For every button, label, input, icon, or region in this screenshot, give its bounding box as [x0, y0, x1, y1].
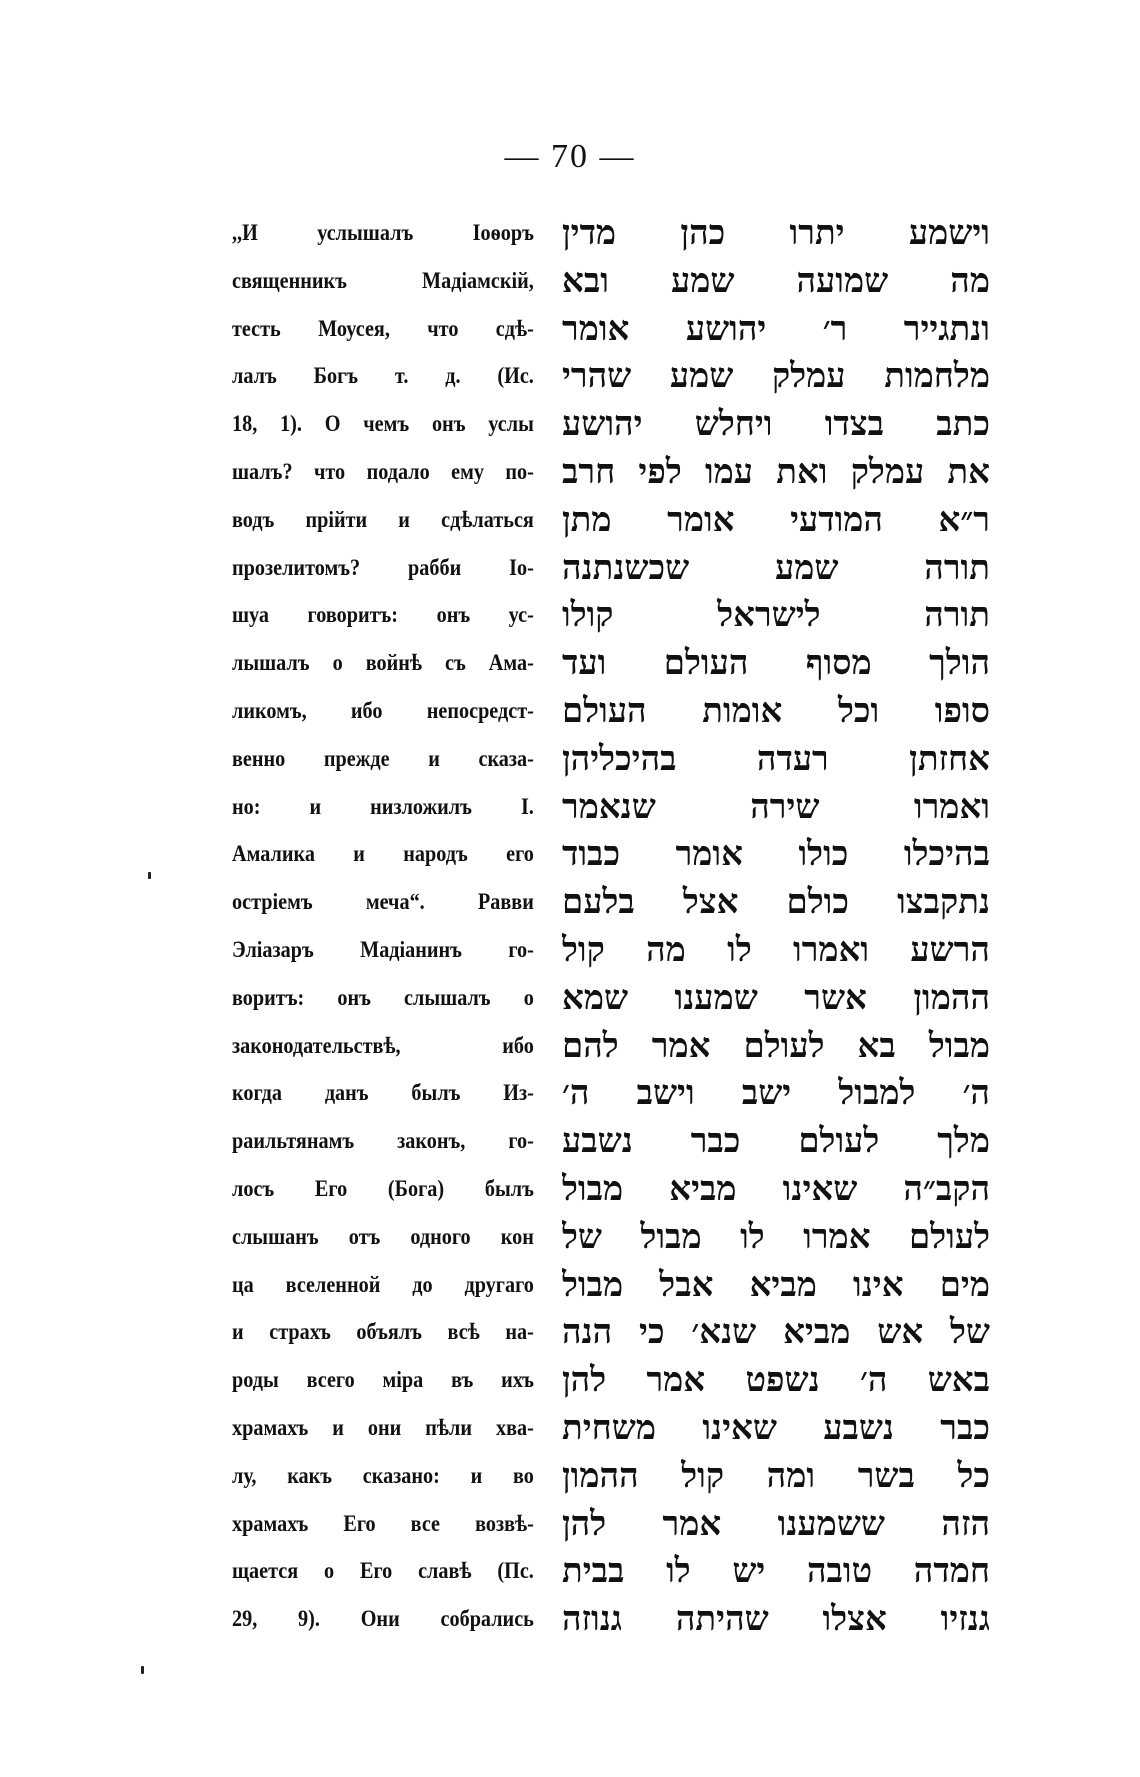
hebrew-line: ר״א המודעי אומר מתן: [562, 499, 990, 540]
russian-line: тесть Моусея, что сдѣ-: [232, 315, 534, 342]
hebrew-line: מה שמועה שמע ובא: [562, 260, 990, 301]
russian-line: и страхъ объялъ всѣ на-: [232, 1319, 534, 1346]
hebrew-line: כתב בצדו ויחלש יהושע: [562, 404, 990, 445]
hebrew-line: באש ה׳ נשפט אמר להן: [562, 1360, 990, 1401]
hebrew-line: של אש מביא שנא׳ כי הנה: [562, 1312, 990, 1353]
hebrew-line: מבול בא לעולם אמר להם: [562, 1025, 990, 1066]
hebrew-line: לעולם אמרו לו מבול של: [562, 1216, 990, 1257]
russian-line: Амалика и народъ его: [232, 841, 534, 868]
hebrew-line: מים אינו מביא אבל מבול: [562, 1264, 990, 1305]
russian-line: священникъ Мадіамскій,: [232, 267, 534, 294]
hebrew-line: אחזתן רעדה בהיכליהן: [562, 738, 990, 779]
russian-line: шалъ? что подало ему по-: [232, 458, 534, 485]
russian-line: лосъ Его (Бога) былъ: [232, 1175, 534, 1202]
russian-line: храмахъ и они пѣли хва-: [232, 1414, 534, 1441]
russian-line: лышалъ о войнѣ съ Ама-: [232, 650, 534, 677]
russian-line: законодательствѣ, ибо: [232, 1032, 534, 1059]
russian-line: водъ прійти и сдѣлаться: [232, 506, 534, 533]
hebrew-line: בהיכלו כולו אומר כבוד: [562, 834, 990, 875]
hebrew-line: ואמרו שירה שנאמר: [562, 786, 990, 827]
russian-line: когда данъ былъ Из-: [232, 1080, 534, 1107]
hebrew-line: תורה שמע שכשנתנה: [562, 547, 990, 588]
russian-line: слышанъ отъ одного кон: [232, 1223, 534, 1250]
hebrew-line: מלחמות עמלק שמע שהרי: [562, 356, 990, 397]
russian-line: лу, какъ сказано: и во: [232, 1462, 534, 1489]
russian-line: 18, 1). О чемъ онъ услы: [232, 411, 534, 438]
hebrew-line: נתקבצו כולם אצל בלעם: [562, 882, 990, 923]
russian-line: лалъ Богъ т. д. (Ис.: [232, 363, 534, 390]
ink-speck: [148, 872, 151, 879]
ink-speck: [141, 1666, 144, 1674]
hebrew-line: ההמון אשר שמענו שמא: [562, 977, 990, 1018]
hebrew-line: מלך לעולם כבר נשבע: [562, 1121, 990, 1162]
russian-translation-column: [232, 210, 534, 1644]
hebrew-line: את עמלק ואת עמו לפי חרב: [562, 451, 990, 492]
russian-line: раильтянамъ законъ, го-: [232, 1128, 534, 1155]
hebrew-line: וישמע יתרו כהן מדין: [562, 213, 990, 253]
hebrew-text-column: [562, 210, 990, 1644]
hebrew-line: תורה לישראל קולו: [562, 595, 990, 636]
hebrew-line: ה׳ למבול ישב וישב ה׳: [562, 1073, 990, 1114]
russian-line: ,,И услышалъ Іоѳоръ: [232, 220, 534, 246]
hebrew-line: ונתגייר ר׳ יהושע אומר: [562, 308, 990, 349]
russian-line: роды всего міра въ ихъ: [232, 1367, 534, 1394]
russian-line: венно прежде и сказа-: [232, 745, 534, 772]
russian-line: воритъ: онъ слышалъ о: [232, 984, 534, 1011]
russian-line: щается о Его славѣ (Пс.: [232, 1558, 534, 1585]
hebrew-line: גנזיו אצלו שהיתה גנוזה: [562, 1599, 990, 1640]
russian-line: ца вселенной до другаго: [232, 1271, 534, 1298]
hebrew-line: הקב״ה שאינו מביא מבול: [562, 1168, 990, 1209]
hebrew-line: כל בשר ומה קול ההמון: [562, 1455, 990, 1496]
russian-line: Эліазаръ Мадіанинъ го-: [232, 936, 534, 963]
russian-line: шуа говоритъ: онъ ус-: [232, 602, 534, 629]
russian-line: остріемъ меча“. Равви: [232, 889, 534, 916]
russian-line: 29, 9). Они собрались: [232, 1606, 534, 1633]
russian-line: храмахъ Его все возвѣ-: [232, 1510, 534, 1537]
hebrew-line: הרשע ואמרו לו מה קול: [562, 929, 990, 970]
hebrew-line: הזה ששמענו אמר להן: [562, 1503, 990, 1544]
russian-line: прозелитомъ? рабби Іо-: [232, 554, 534, 581]
russian-line: но: и низложилъ І.: [232, 793, 534, 820]
page-number: — 70 —: [504, 138, 636, 175]
hebrew-line: חמדה טובה יש לו בבית: [562, 1551, 990, 1592]
russian-line: ликомъ, ибо непосредст-: [232, 697, 534, 724]
hebrew-line: סופו וכל אומות העולם: [562, 690, 990, 731]
hebrew-line: הולך מסוף העולם ועד: [562, 643, 990, 684]
hebrew-line: כבר נשבע שאינו משחית: [562, 1407, 990, 1448]
